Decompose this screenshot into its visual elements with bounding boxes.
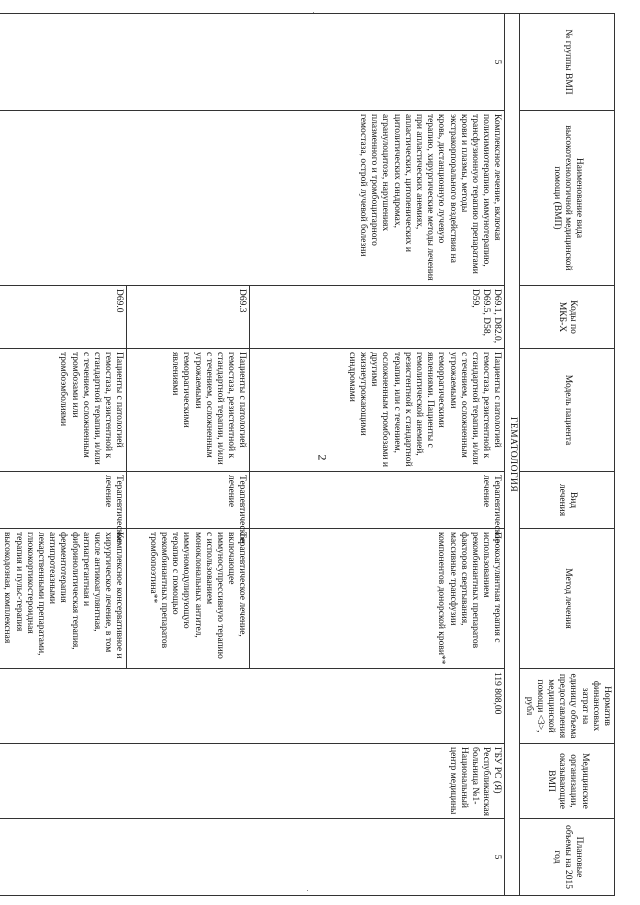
cell-type: Терапевтическое лечение: [0, 472, 127, 529]
cell-type: Терапевтическое лечение: [127, 472, 250, 529]
header-row: [520, 14, 615, 896]
header-type: Вид лечения: [520, 472, 615, 529]
page-number: 2: [315, 454, 330, 461]
cell-codes: D69.0: [0, 286, 127, 349]
table-row: [250, 14, 505, 896]
header-norm: Норматив финансовых затрат на единицу объема предоставления медицинской помощи <3>, рубл: [520, 669, 615, 744]
cell-method: Прокоагулянтная терапия с использованием рекомбинантных препаратов факторов свертывания, массивные трансфузии компонентов донорской крови**: [250, 529, 505, 669]
header-codes: Коды по МКБ-Х: [520, 286, 615, 349]
cell-group: 5: [0, 14, 505, 111]
rotated-table-container: [2, 13, 615, 895]
cell-type: Терапевтическое лечение: [250, 472, 505, 529]
cell-codes: D69.1, D82.0, D69.5, D58, D59,: [250, 286, 505, 349]
section-title: ГЕМАТОЛОГИЯ: [505, 14, 520, 896]
header-volume: Плановые объемы на 2015 год: [520, 819, 615, 896]
cell-method: Терапевтическое лечение, включающее иммуносупрессивную терапию с использованием моноклональных антител, иммуномодулирующую терапию с помощью рекомбинантных препаратов тромбопоэтина**: [127, 529, 250, 669]
cell-volume: 5: [0, 819, 505, 896]
section-row: [505, 14, 520, 896]
cell-norm: 119 808,00: [0, 669, 505, 744]
header-name: Наименование вида высокотехнологичной медицинской помощи (ВМП): [520, 111, 615, 286]
header-org: Медицинские организации, оказывающие ВМП: [520, 744, 615, 819]
header-method: Метод лечения: [520, 529, 615, 669]
cell-model: Пациенты с патологией гемостаза, резистентной к стандартной терапии, и/или с течением, осложненным угрожаемыми геморрагическими явлениями. Пациенты с гемолитической анемией, резистентной к стандартной терапии, или с течением, осложненным тромбозами и другими жизнеугрожающими синдромами: [250, 349, 505, 472]
cell-codes: D69.3: [127, 286, 250, 349]
cell-name: Комплексное лечение, включая полихимиотерапию, иммунотерапию, трансфузионную терапию препаратами крови и плазмы, методы экстракорпорального воздействия на кровь, дистанционную лучевую терапию, хирургические методы лечения при апластических анемиях, апластических, цитопенических и цитолитических синдромах, агранулоцитозе, нарушениях плазменного и тромбоцитарного гемостаза, острой лучевой болезни: [0, 111, 505, 286]
header-model: Модель пациента: [520, 349, 615, 472]
cell-method: Комплексное консервативное и хирургическое лечение, в том числе антикоагулянтная, антиагрегантная и фибринолитическая терапия, ферментотерапия антипротеазными лекарственными препаратами, глюкокортикостероидная терапия и пульс-терапия высокодозная, комплексная: [0, 529, 127, 669]
cell-model: Пациенты с патологией гемостаза, резистентной к стандартной терапии, и/или с течением, осложненным угрожаемыми геморрагическими явлениями: [127, 349, 250, 472]
cell-model: Пациенты с патологией гемостаза, резистентной к стандартной терапии, и/или с течением, осложненным тромбозами или тромбоэмболиями: [0, 349, 127, 472]
header-group: № группы ВМП: [520, 14, 615, 111]
cell-org: ГБУ РС (Я) Республиканская больница №1-Национальный центр медицины: [0, 744, 505, 819]
vmp-table: [0, 13, 615, 896]
